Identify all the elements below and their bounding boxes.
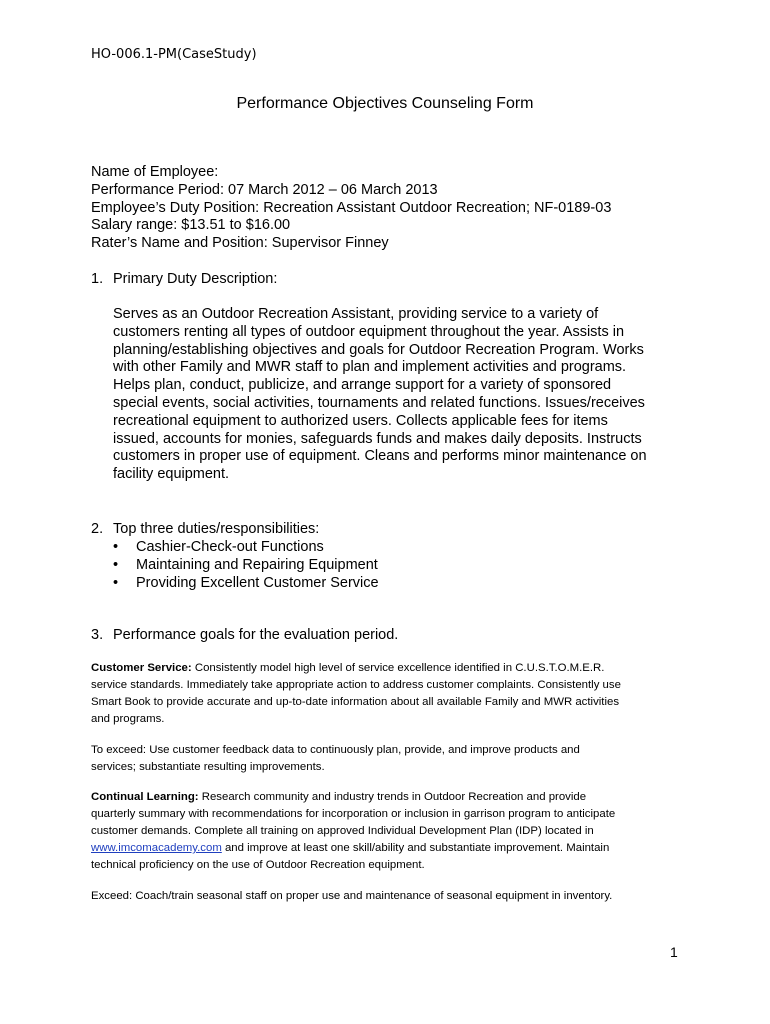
section-3-number: 3. bbox=[91, 627, 104, 643]
list-item: • Providing Excellent Customer Service bbox=[113, 574, 379, 591]
exceed-goal: Exceed: Coach/train seasonal staff on proper use and maintenance of seasonal equipment in inventory. bbox=[91, 890, 613, 902]
employee-info bbox=[91, 164, 611, 253]
rater-field: Rater’s Name and Position: Supervisor Finney bbox=[91, 235, 389, 252]
imcom-academy-link[interactable]: www.imcomacademy.com bbox=[91, 842, 222, 854]
description-line: issued, accounts for monies, safeguards funds and makes daily deposits. Instructs bbox=[113, 430, 642, 447]
section-2-title: Top three duties/responsibilities: bbox=[113, 521, 320, 537]
description-line: planning/establishing objectives and goals for Outdoor Recreation Program. Works bbox=[113, 341, 644, 358]
duty-position-field: Employee’s Duty Position: Recreation Assistant Outdoor Recreation; NF-0189-03 bbox=[91, 199, 612, 216]
section-1-heading bbox=[91, 271, 277, 287]
customer-service-goal: Customer Service: Consistently model high level of service excellence identified in C.U.S.T.O.M.E.R. service standards. Immediately take appropriate action to address customer complaints. Consistently use Smart Book to provide accurate and up-to-date information about all available Family and MWR activities and programs. bbox=[91, 662, 621, 725]
salary-range-field: Salary range: $13.51 to $16.00 bbox=[91, 217, 291, 234]
bullet-icon: • bbox=[113, 556, 119, 573]
to-exceed-goal: To exceed: Use customer feedback data to continuously plan, provide, and improve products and services; substantiate resulting improvements. bbox=[91, 744, 580, 773]
section-3-heading bbox=[91, 627, 398, 643]
performance-period-field: Performance Period: 07 March 2012 – 06 March 2013 bbox=[91, 181, 438, 198]
section-3-title: Performance goals for the evaluation period. bbox=[113, 627, 399, 643]
description-line: Serves as an Outdoor Recreation Assistant, providing service to a variety of bbox=[113, 306, 599, 322]
bullet-icon: • bbox=[113, 574, 119, 591]
continual-learning-goal: Continual Learning: Research community and industry trends in Outdoor Recreation and provide quarterly summary with recommendations for incorporation or inclusion in garrison program to anticipate customer demands. Complete all training on approved Individual Development Plan (IDP) located in www.imcomacademy.com and improve at least one skill/ability and substantiate improvement. Maintain technical proficiency on the use of Outdoor Recreation equipment. bbox=[91, 791, 616, 871]
section-2-number: 2. bbox=[91, 521, 104, 537]
description-line: special events, social activities, tournaments and related functions. Issues/receives bbox=[113, 394, 645, 411]
description-line: with other Family and MWR staff to plan and implement activities and programs. bbox=[113, 359, 627, 376]
list-item: • Maintaining and Repairing Equipment bbox=[113, 556, 378, 573]
list-item: • Cashier-Check-out Functions bbox=[113, 539, 324, 555]
page-title: Performance Objectives Counseling Form bbox=[236, 95, 534, 112]
description-line: Helps plan, conduct, publicize, and arrange support for a variety of sponsored bbox=[113, 377, 612, 394]
continual-learning-label: Continual Learning: bbox=[91, 791, 199, 803]
section-2-heading bbox=[91, 521, 319, 537]
description-line: customers in proper use of equipment. Cleans and performs minor maintenance on bbox=[113, 448, 647, 465]
section-1-title: Primary Duty Description: bbox=[113, 271, 278, 287]
page-number: 1 bbox=[670, 944, 678, 960]
document-code: HO-006.1-PM(CaseStudy) bbox=[91, 47, 257, 62]
customer-service-label: Customer Service: bbox=[91, 662, 192, 674]
description-line: facility equipment. bbox=[113, 466, 230, 483]
description-line: customers renting all types of outdoor equipment throughout the year. Assists in bbox=[113, 323, 625, 340]
bullet-icon: • bbox=[113, 539, 119, 555]
section-1-number: 1. bbox=[91, 271, 104, 287]
employee-name-field: Name of Employee: bbox=[91, 164, 219, 180]
description-line: recreational equipment to authorized users. Collects applicable fees for items bbox=[113, 412, 608, 429]
duties-list bbox=[113, 539, 379, 592]
primary-duty-description bbox=[113, 306, 678, 484]
